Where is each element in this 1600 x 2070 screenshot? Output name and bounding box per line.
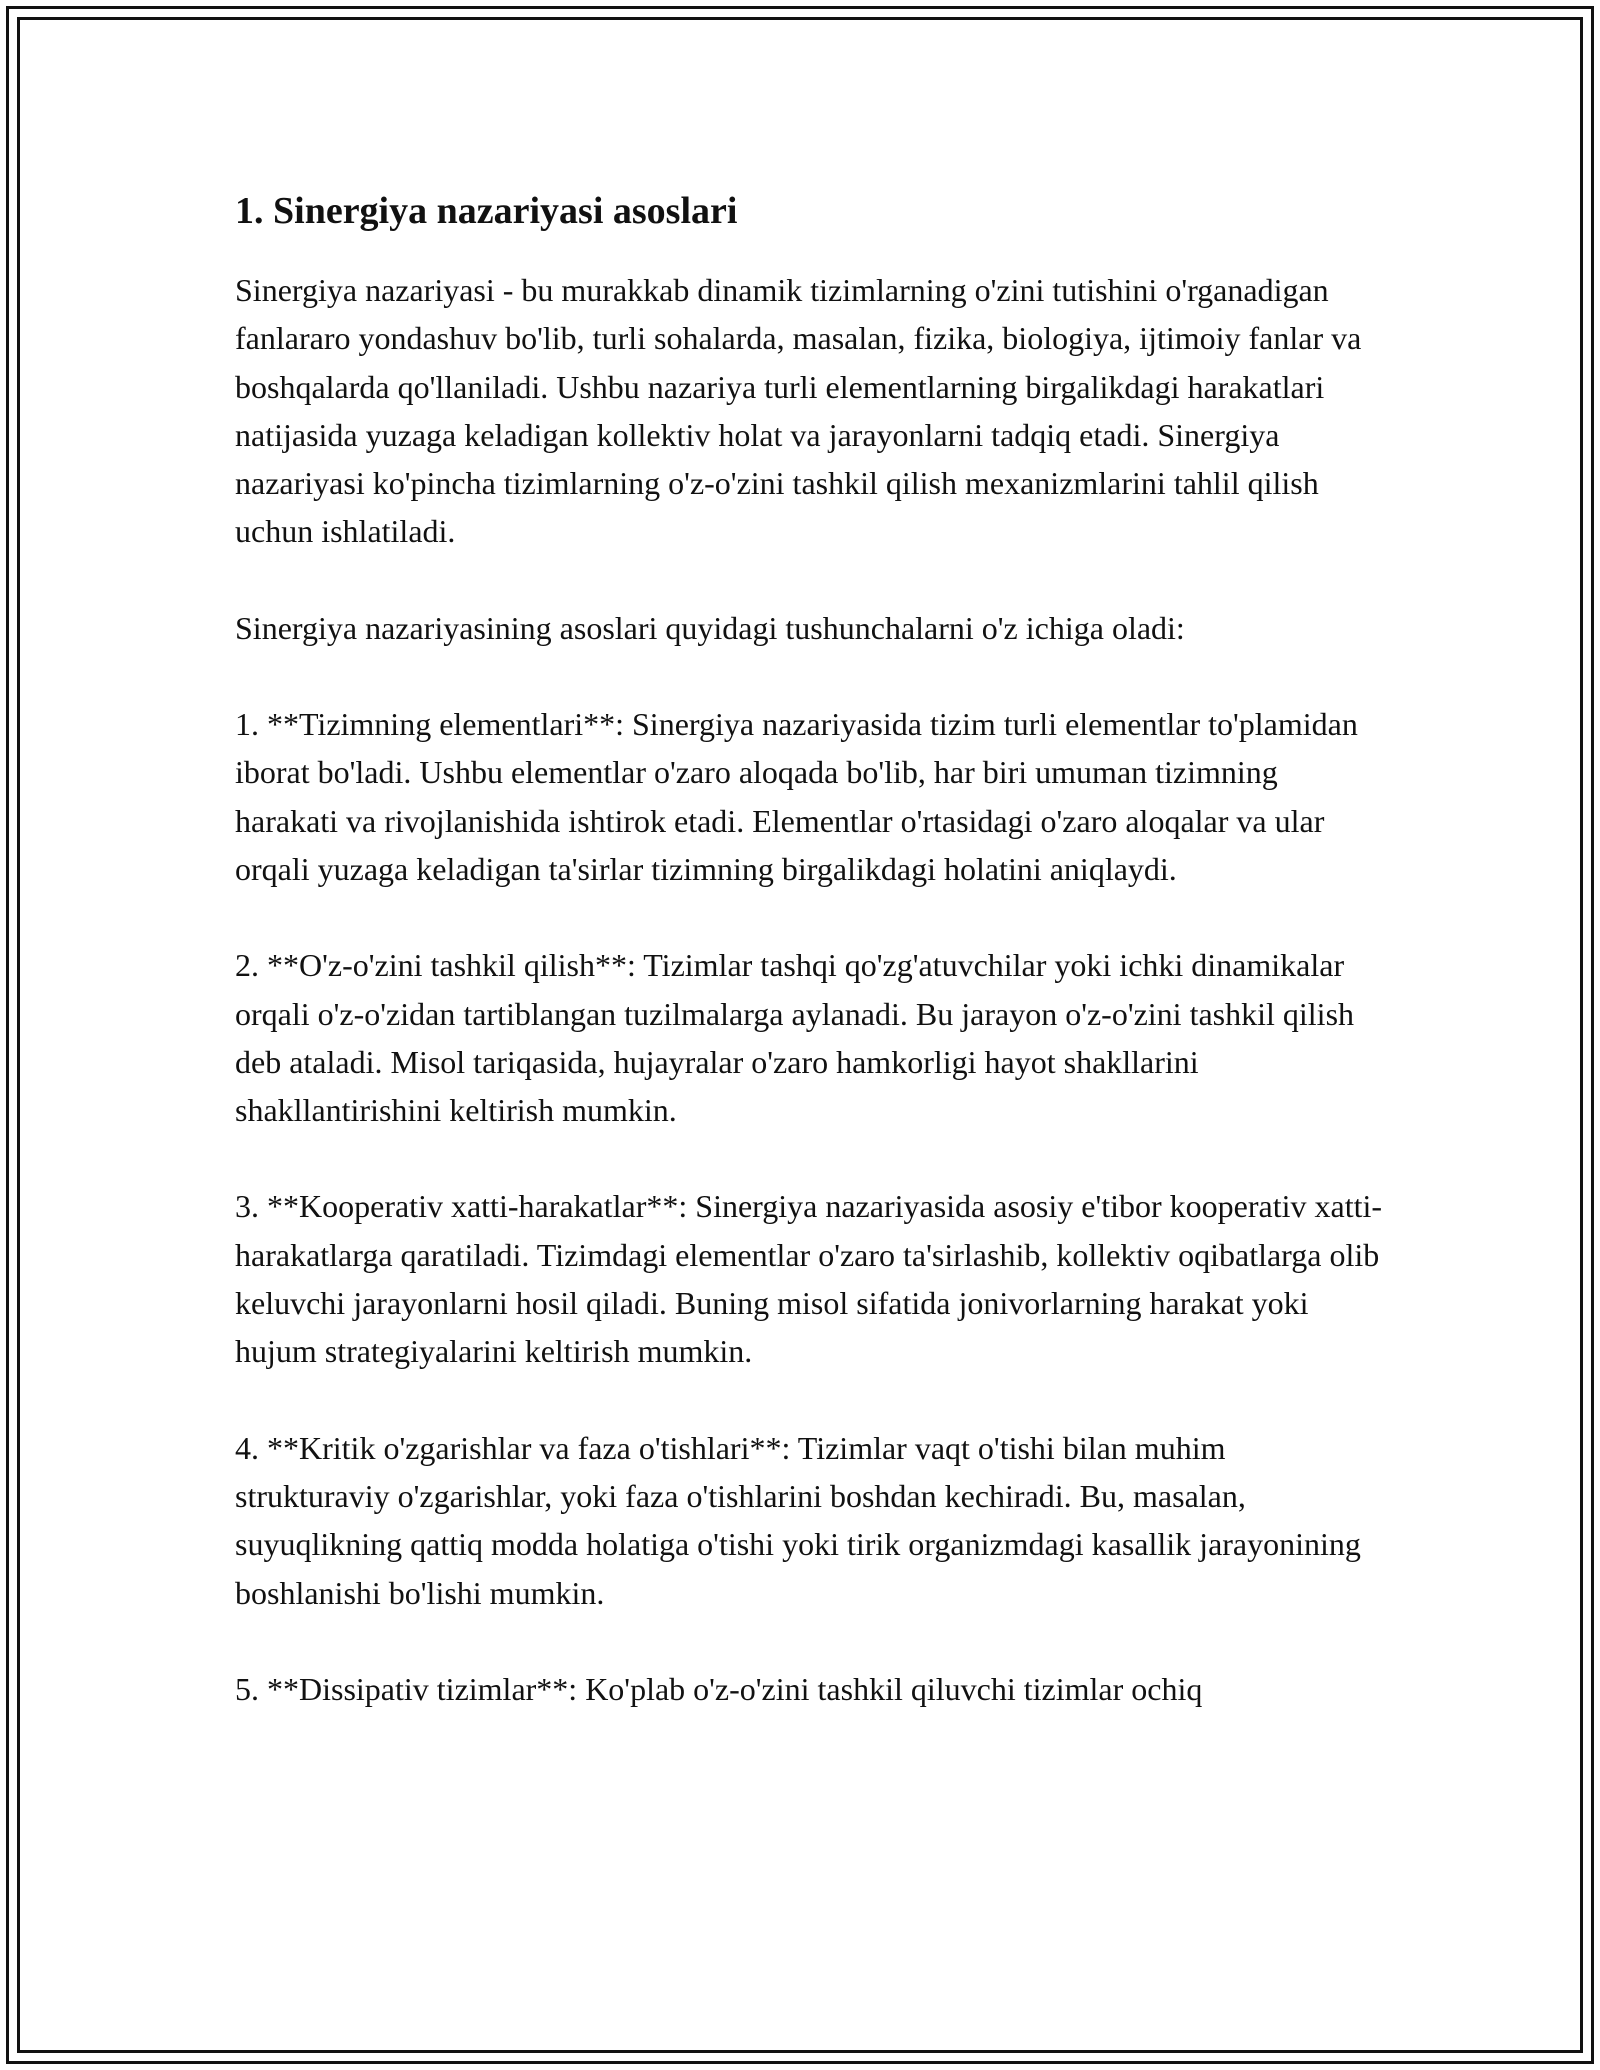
list-item-elements: 1. **Tizimning elementlari**: Sinergiya nazariyasida tizim turli elementlar to'plamidan iborat bo'ladi. Ushbu elementlar o'zaro aloqada bo'lib, har biri umuman tizimning harakati va rivojlanishida ishtirok etadi. Elementlar o'rtasidagi o'zaro aloqalar va ular orqali yuzaga keladigan ta'sirlar tizimning birgalikdagi holatini aniqlaydi. [235, 706, 1358, 887]
paragraph-intro: Sinergiya nazariyasi - bu murakkab dinamik tizimlarning o'zini tutishini o'rganadigan fanlararo yondashuv bo'lib, turli sohalarda, masalan, fizika, biologiya, ijtimoiy fanlar va boshqalarda qo'llaniladi. Ushbu nazariya turli elementlarning birgalikdagi harakatlari natijasida yuzaga keladigan kollektiv holat va jarayonlarni tadqiq etadi. Sinergiya nazariyasi ko'pincha tizimlarning o'z-o'zini tashkil qilish mexanizmlarini tahlil qilish uchun ishlatiladi. [235, 272, 1362, 550]
document-body [235, 186, 1385, 1761]
list-item-self-organization: 2. **O'z-o'zini tashkil qilish**: Tizimlar tashqi qo'zg'atuvchilar yoki ichki dinamikalar orqali o'z-o'zidan tartiblangan tuzilmalarga aylanadi. Bu jarayon o'z-o'zini tashkil qilish deb ataladi. Misol tariqasida, hujayralar o'zaro hamkorligi hayot shakllarini shakllantirishini keltirish mumkin. [235, 947, 1355, 1129]
list-item-cooperative-behavior: 3. **Kooperativ xatti-harakatlar**: Sinergiya nazariyasida asosiy e'tibor kooperativ xatti-harakatlarga qaratiladi. Tizimdagi elementlar o'zaro ta'sirlashib, kollektiv oqibatlarga olib keluvchi jarayonlarni hosil qiladi. Buning misol sifatida jonivorlarning harakat yoki hujum strategiyalarini keltirish mumkin. [235, 1188, 1383, 1370]
section-heading: 1. Sinergiya nazariyasi asoslari [235, 190, 738, 232]
list-item-dissipative-systems: 5. **Dissipativ tizimlar**: Ko'plab o'z-o'zini tashkil qiluvchi tizimlar ochiq [235, 1670, 1203, 1707]
paragraph-list-lead: Sinergiya nazariyasining asoslari quyidagi tushunchalarni o'z ichiga oladi: [235, 609, 1185, 646]
list-item-phase-transitions: 4. **Kritik o'zgarishlar va faza o'tishlari**: Tizimlar vaqt o'tishi bilan muhim strukturaviy o'zgarishlar, yoki faza o'tishlarini boshdan kechiradi. Bu, masalan, suyuqlikning qattiq modda holatiga o'tishi yoki tirik organizmdagi kasallik jarayonining boshlanishi bo'lishi mumkin. [235, 1429, 1361, 1611]
